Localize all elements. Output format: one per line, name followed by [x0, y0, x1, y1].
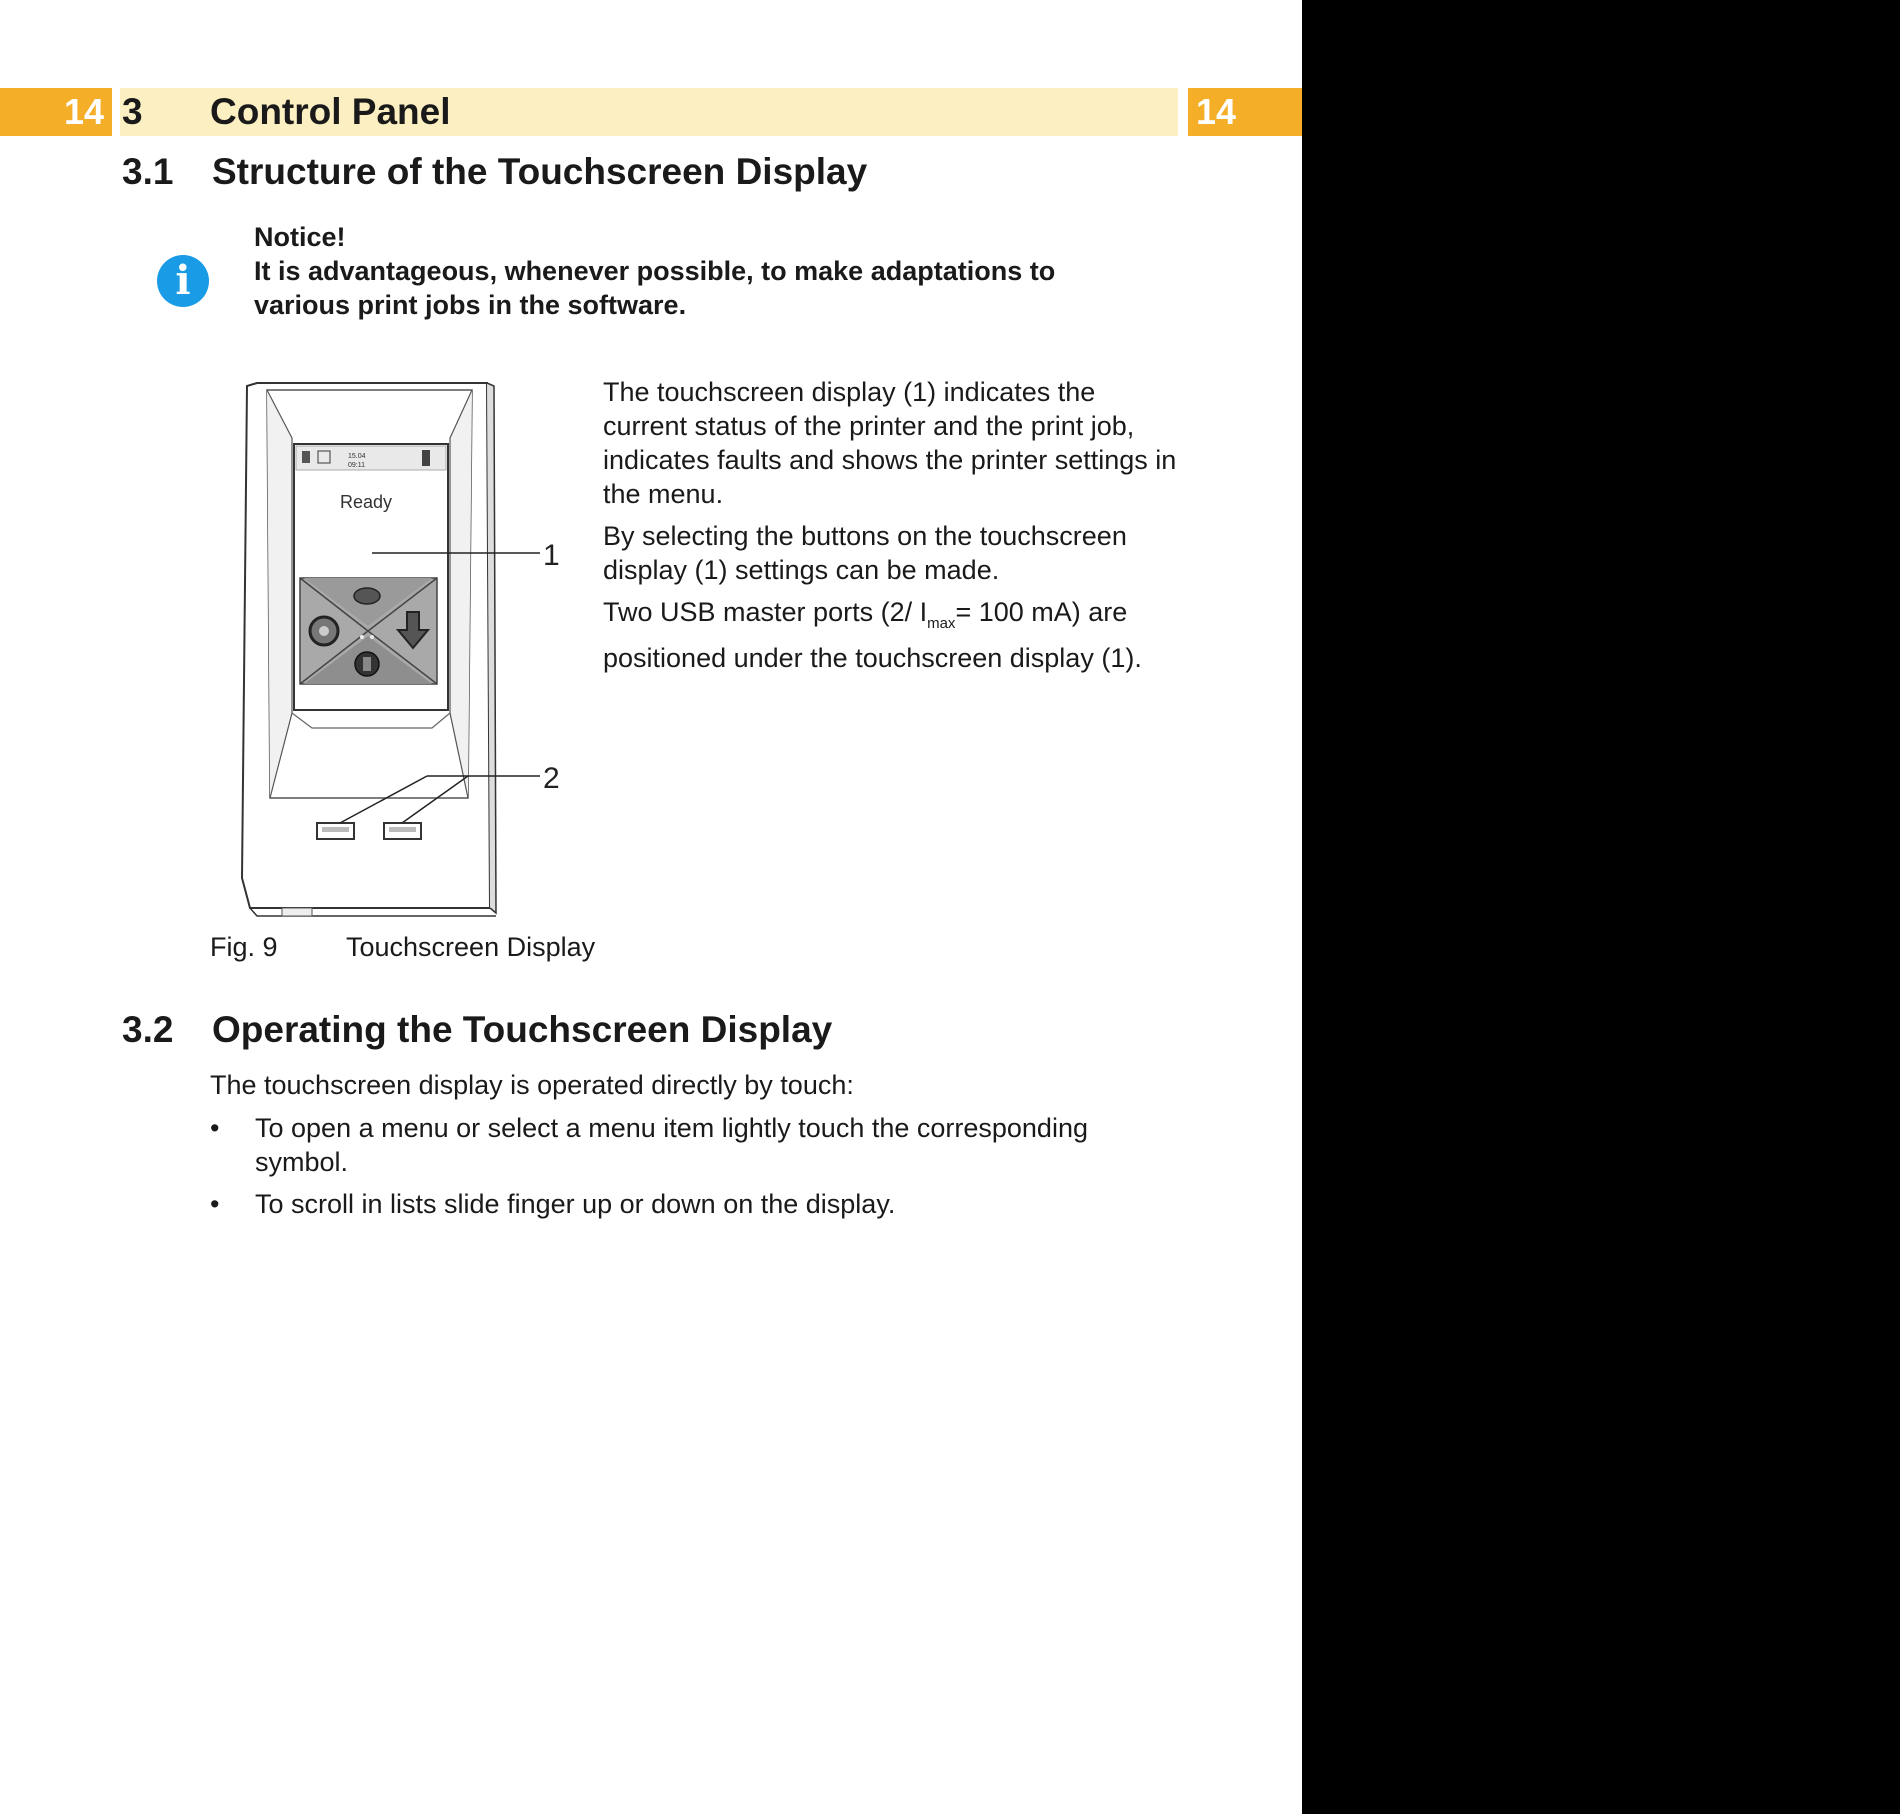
button-cluster: [300, 578, 437, 684]
usb-text-end: = 100 mA) are positioned under the touchscreen display (1).: [603, 597, 1142, 673]
notice-box: [254, 220, 1154, 322]
notice-heading: Notice!: [254, 222, 346, 252]
cup-icon: [354, 588, 380, 604]
description-paragraph-3: [603, 595, 1183, 675]
chapter-header: [120, 88, 1178, 136]
chapter-number: 3: [122, 91, 143, 132]
operating-bullet-list: [210, 1111, 1170, 1229]
bullet-text: To open a menu or select a menu item lightly touch the corresponding symbol.: [255, 1113, 1088, 1177]
figure-label: Fig. 9: [210, 932, 278, 962]
operating-intro: The touchscreen display is operated directly by touch:: [210, 1070, 854, 1100]
description-paragraph-2: By selecting the buttons on the touchscreen display (1) settings can be made.: [603, 521, 1127, 585]
screen-status-text: Ready: [340, 492, 393, 512]
touchscreen-figure: [232, 378, 592, 918]
info-icon: i: [157, 255, 209, 307]
status-time: 15.04: [348, 453, 366, 460]
list-item: [210, 1187, 1170, 1221]
description-paragraph-1: The touchscreen display (1) indicates the current status of the printer and the print job, indicates faults and shows the printer settings in the menu.: [603, 377, 1177, 509]
section-title: Operating the Touchscreen Display: [212, 1009, 833, 1050]
notice-text: It is advantageous, whenever possible, to make adaptations to various print jobs in the software.: [254, 256, 1056, 320]
subscript-max: max: [927, 615, 956, 632]
bullet-text: To scroll in lists slide finger up or down on the display.: [255, 1189, 896, 1219]
bullet-marker: •: [210, 1113, 220, 1143]
figure-title: Touchscreen Display: [346, 932, 596, 962]
chapter-title: Control Panel: [210, 91, 451, 132]
bullet-marker: •: [210, 1189, 220, 1219]
usb-text-start: Two USB master ports (2/ I: [603, 597, 928, 627]
status-date: 09:11: [348, 462, 365, 469]
page-number-right: 14: [1188, 88, 1302, 136]
section-number: 3.1: [122, 151, 174, 192]
page-number-left: 14: [0, 88, 112, 136]
section-number: 3.2: [122, 1009, 174, 1050]
description-column: [603, 375, 1183, 683]
callout-1: 1: [543, 539, 560, 572]
list-item: [210, 1111, 1170, 1179]
callout-2: 2: [543, 762, 560, 795]
section-title: Structure of the Touchscreen Display: [212, 151, 868, 192]
